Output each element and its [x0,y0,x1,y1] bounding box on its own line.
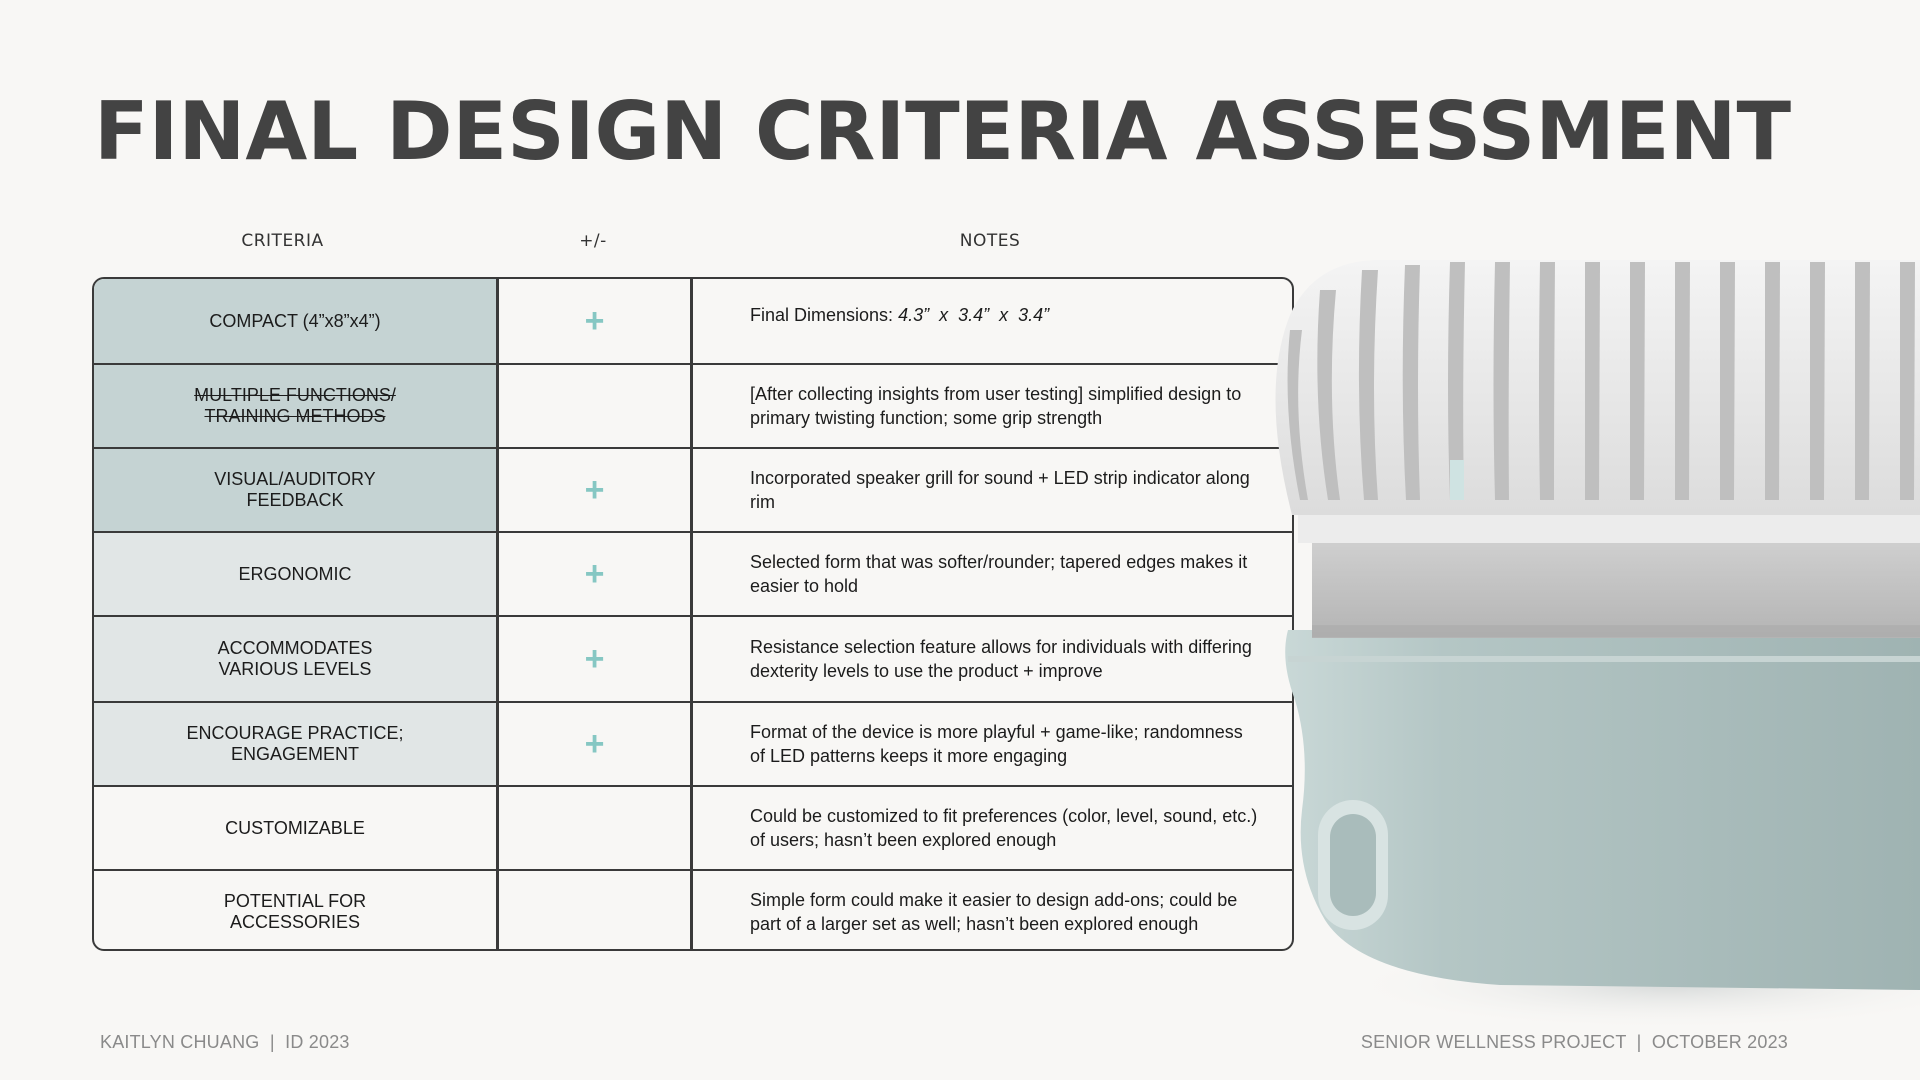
criteria-cell: ENCOURAGE PRACTICE; ENGAGEMENT [94,703,499,785]
footer-author: KAITLYN CHUANG | ID 2023 [100,1032,350,1052]
table-row [94,701,1292,785]
notes-cell: Selected form that was softer/rounder; tapered edges makes it easier to hold [750,552,1248,596]
notes-cell [693,279,1292,363]
criteria-cell: POTENTIAL FOR ACCESSORIES [94,871,499,951]
notes-cell: Could be customized to fit preferences (color, level, sound, etc.) of users; hasn’t been explored enough [750,806,1258,850]
plus-icon: + [499,279,693,363]
table-row [94,615,1292,701]
score-column-header: +/- [579,231,607,251]
page-title: FINAL DESIGN CRITERIA ASSESSMENT [94,85,1792,178]
notes-cell: Simple form could make it easier to design add-ons; could be part of a larger set as well; hasn’t been explored enough [750,890,1238,934]
notes-cell: [After collecting insights from user testing] simplified design to primary twisting function; some grip strength [750,384,1242,428]
score-cell [499,365,693,447]
table-row [94,869,1292,951]
criteria-cell: VISUAL/AUDITORY FEEDBACK [94,449,499,531]
table-row [94,531,1292,615]
table-row [94,785,1292,869]
table-row [94,279,1292,363]
notes-cell: Incorporated speaker grill for sound + LED strip indicator along rim [750,468,1250,512]
criteria-cell: COMPACT (4”x8”x4”) [94,279,499,363]
criteria-cell: CUSTOMIZABLE [94,787,499,869]
criteria-cell: ERGONOMIC [94,533,499,615]
score-cell [499,871,693,951]
plus-icon: + [499,617,693,701]
criteria-cell: MULTIPLE FUNCTIONS/ TRAINING METHODS [94,365,499,447]
product-render-image [1240,230,1920,1030]
criteria-cell: ACCOMMODATES VARIOUS LEVELS [94,617,499,701]
score-cell [499,787,693,869]
notes-column-header: NOTES [959,231,1021,251]
notes-label: Final Dimensions: [750,305,899,325]
dimensions-value: 4.3” x 3.4” x 3.4” [898,305,1050,325]
plus-icon: + [499,533,693,615]
footer-project: SENIOR WELLNESS PROJECT | OCTOBER 2023 [1360,1032,1788,1052]
plus-icon: + [499,449,693,531]
table-row [94,447,1292,531]
table-row [94,363,1292,447]
criteria-table [92,277,1294,951]
criteria-column-header: CRITERIA [241,231,324,251]
notes-cell: Resistance selection feature allows for individuals with differing dexterity levels to use the product + improve [750,637,1252,681]
notes-cell: Format of the device is more playful + game-like; randomness of LED patterns keeps it more engaging [750,722,1243,766]
plus-icon: + [499,703,693,785]
